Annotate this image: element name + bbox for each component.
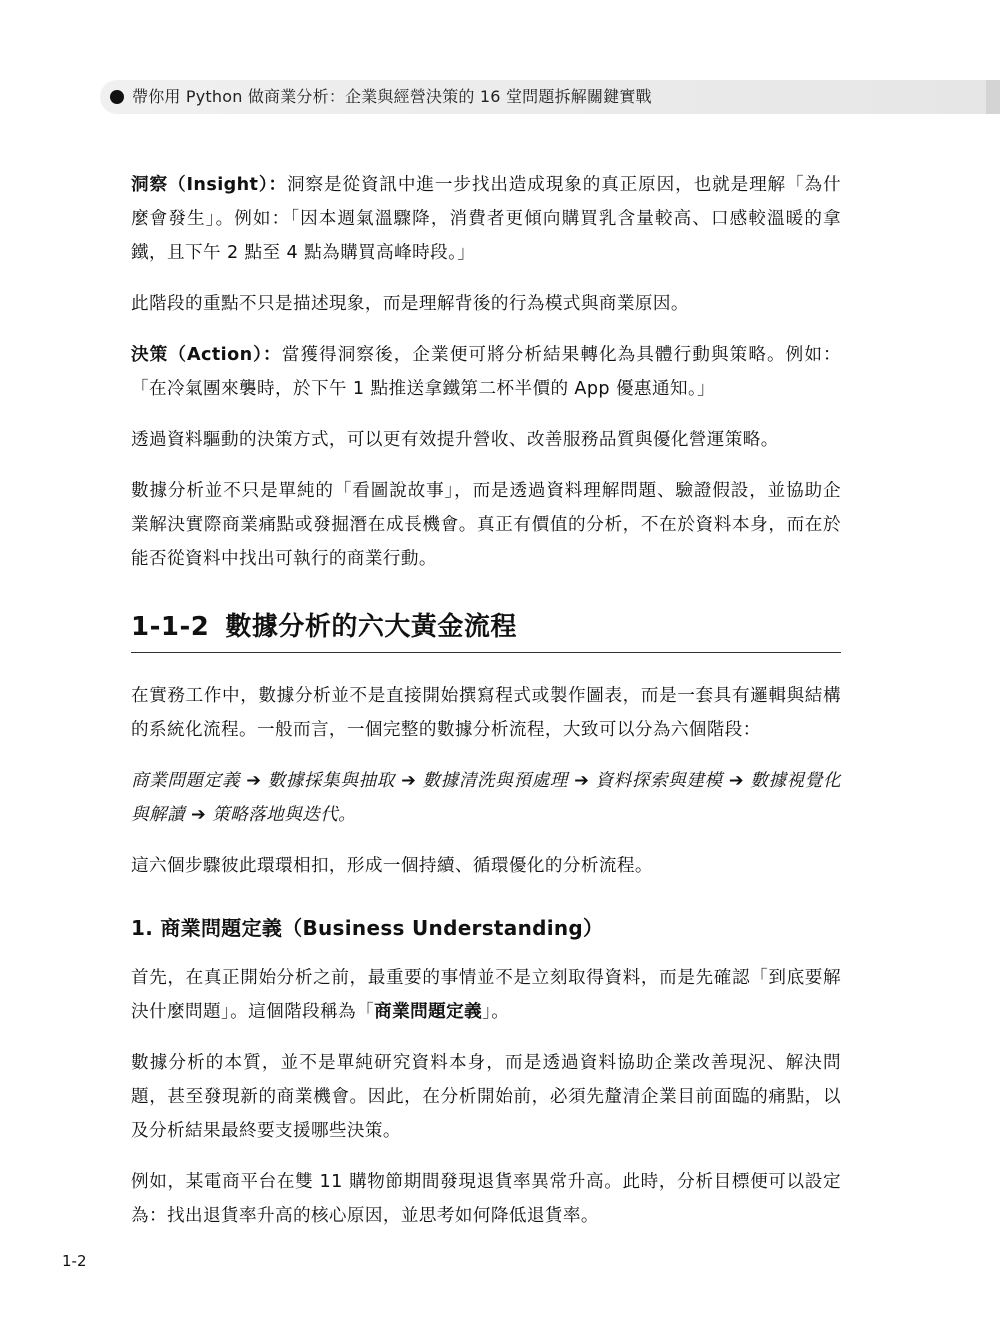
- workflow-flow-line: 商業問題定義 ➔ 數據採集與抽取 ➔ 數據清洗與預處理 ➔ 資料探索與建模 ➔ 數據視覺化與解讀 ➔ 策略落地與迭代。: [131, 771, 841, 825]
- storytelling-paragraph: 數據分析並不只是單純的「看圖說故事」，而是透過資料理解問題、驗證假設，並協助企業解決實際商業痛點或發掘潛在成長機會。真正有價值的分析，不在於資料本身，而在於能否從資料中找出可執行的商業行動。: [131, 481, 841, 569]
- essence-paragraph: 數據分析的本質，並不是單純研究資料本身，而是透過資料協助企業改善現況、解決問題，甚至發現新的商業機會。因此，在分析開始前，必須先釐清企業目前面臨的痛點，以及分析結果最終要支援哪些決策。: [131, 1053, 841, 1141]
- cycle-paragraph: 這六個步驟彼此環環相扣，形成一個持續、循環優化的分析流程。: [131, 856, 653, 876]
- workflow-intro-paragraph: 在實務工作中，數據分析並不是直接開始撰寫程式或製作圖表，而是一套具有邏輯與結構的系統化流程。一般而言，一個完整的數據分析流程，大致可以分為六個階段：: [131, 686, 841, 740]
- bullet-dot-icon: [110, 90, 124, 104]
- section-title: 數據分析的六大黃金流程: [225, 612, 517, 642]
- insight-term: 洞察（Insight）：: [131, 175, 288, 195]
- subsection-heading: 1. 商業問題定義（Business Understanding）: [131, 916, 604, 940]
- example-paragraph: 例如，某電商平台在雙 11 購物節期間發現退貨率異常升高。此時，分析目標便可以設定為：找出退貨率升高的核心原因，並思考如何降低退貨率。: [131, 1172, 841, 1226]
- page-number: 1-2: [62, 1252, 87, 1270]
- action-paragraph: [131, 338, 841, 406]
- first-step-text-after: 」。: [482, 1002, 510, 1022]
- data-driven-paragraph: 透過資料驅動的決策方式，可以更有效提升營收、改善服務品質與優化營運策略。: [131, 430, 779, 450]
- section-number: 1-1-2: [131, 612, 210, 642]
- action-text: 當獲得洞察後，企業便可將分析結果轉化為具體行動與策略。例如：「在冷氣團來襲時，於下午 1 點推送拿鐵第二杯半價的 App 優惠通知。」: [131, 345, 841, 399]
- first-step-paragraph: [131, 961, 841, 1029]
- section-heading: [131, 608, 841, 653]
- insight-text: 洞察是從資訊中進一步找出造成現象的真正原因，也就是理解「為什麼會發生」。例如：「因本週氣溫驟降，消費者更傾向購買乳含量較高、口感較溫暖的拿鐵，且下午 2 點至 4 點為購買高峰時段。」: [131, 175, 841, 263]
- book-title: 帶你用 Python 做商業分析：企業與經營決策的 16 堂問題拆解關鍵實戰: [132, 87, 652, 106]
- stage-focus-paragraph: 此階段的重點不只是描述現象，而是理解背後的行為模式與商業原因。: [131, 294, 689, 314]
- insight-paragraph: [131, 168, 841, 270]
- action-term: 決策（Action）：: [131, 345, 282, 365]
- header-tab-marker: [986, 80, 1000, 114]
- running-header: [100, 80, 1000, 114]
- first-step-bold-term: 商業問題定義: [374, 1002, 483, 1022]
- page-body: [131, 168, 841, 1250]
- first-step-text-before: 首先，在真正開始分析之前，最重要的事情並不是立刻取得資料，而是先確認「到底要解決什麼問題」。這個階段稱為「: [131, 968, 841, 1022]
